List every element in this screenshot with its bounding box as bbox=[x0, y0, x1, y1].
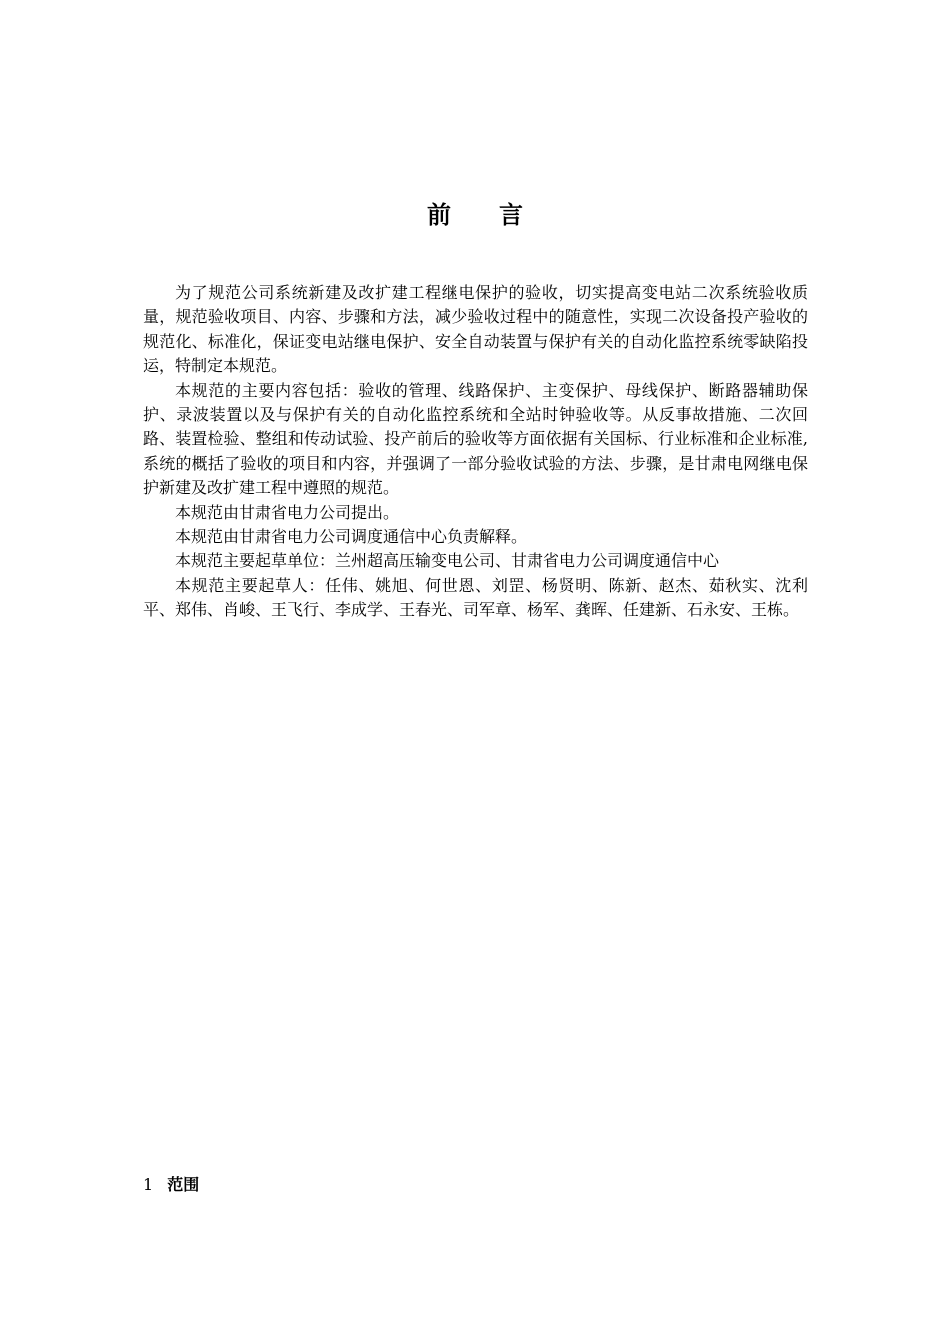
title-char-2: 言 bbox=[499, 200, 523, 229]
paragraph-drafting-units: 本规范主要起草单位：兰州超高压输变电公司、甘肃省电力公司调度通信中心 bbox=[175, 551, 720, 571]
paragraph-contents: 本规范的主要内容包括：验收的管理、线路保护、主变保护、母线保护、断路器辅助保护、录波装置以及与保护有关的自动化监控系统和全站时钟验收等。从反事故措施、二次回路、装置检验、整组和传动试验、投产前后的验收等方面依据有关国标、行业标准和企业标准,系统的概括了验收的项目和内容，并强调了一部分验收试验的方法、步骤，是甘肃电网继电保护新建及改扩建工程中遵照的规范。 bbox=[143, 380, 808, 498]
paragraph-proposer: 本规范由甘肃省电力公司提出。 bbox=[175, 502, 400, 522]
section-title: 范围 bbox=[167, 1175, 200, 1194]
page-title bbox=[0, 195, 950, 230]
foreword-body bbox=[143, 281, 808, 623]
paragraph-drafters: 本规范主要起草人：任伟、姚旭、何世恩、刘罡、杨贤明、陈新、赵杰、茹秋实、沈利平、郑伟、肖峻、王飞行、李成学、王春光、司军章、杨军、龚晖、任建新、石永安、王栋。 bbox=[143, 575, 808, 620]
section-number: 1 bbox=[143, 1175, 154, 1194]
paragraph-interpreter: 本规范由甘肃省电力公司调度通信中心负责解释。 bbox=[175, 527, 528, 547]
title-char-1: 前 bbox=[427, 200, 451, 229]
paragraph-purpose: 为了规范公司系统新建及改扩建工程继电保护的验收，切实提高变电站二次系统验收质量，规范验收项目、内容、步骤和方法，减少验收过程中的随意性，实现二次设备投产验收的规范化、标准化，保证变电站继电保护、安全自动装置与保护有关的自动化监控系统零缺陷投运，特制定本规范。 bbox=[143, 283, 808, 376]
section-heading bbox=[143, 1172, 199, 1195]
